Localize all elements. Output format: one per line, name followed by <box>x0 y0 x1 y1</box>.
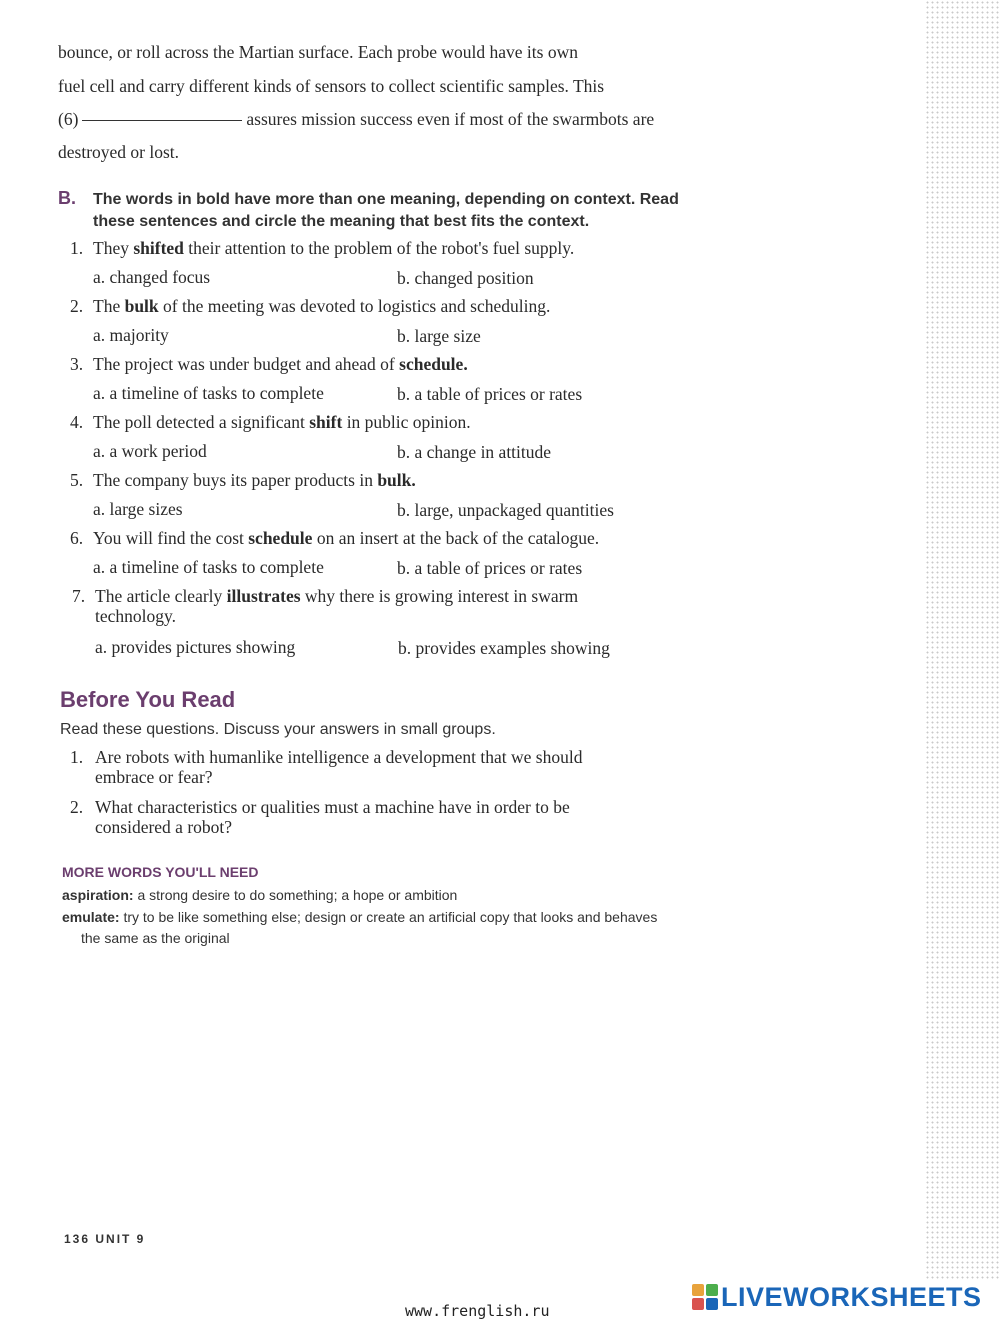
option-a[interactable]: a. large sizes <box>93 499 183 519</box>
item-sentence: The poll detected a significant shift in public opinion. <box>93 412 471 432</box>
blank-number: (6) <box>58 109 79 129</box>
fill-in-blank-6[interactable] <box>82 120 242 121</box>
section-b-instruction-1: The words in bold have more than one meaning, depending on context. Read <box>93 191 679 208</box>
dotted-margin <box>925 0 1000 1280</box>
question-number: 2. <box>70 797 84 817</box>
definition-aspiration: aspiration: a strong desire to do something; a hope or ambition <box>62 887 458 903</box>
option-b[interactable]: b. changed position <box>397 268 534 288</box>
liveworksheets-logo[interactable] <box>692 1282 982 1312</box>
option-a[interactable]: a. a timeline of tasks to complete <box>93 557 324 577</box>
item-sentence: The article clearly illustrates why there is growing interest in swarm <box>95 586 579 606</box>
definition-emulate: emulate: try to be like something else; design or create an artificial copy that looks and behaves <box>62 909 658 925</box>
option-b[interactable]: b. a table of prices or rates <box>397 558 583 578</box>
paragraph-line-3-rest: assures mission success even if most of the swarmbots are <box>246 109 655 129</box>
section-b-letter: B. <box>58 188 76 208</box>
definition-emulate-continued: the same as the original <box>81 930 230 946</box>
item-number: 1. <box>70 238 84 258</box>
question-text-continued: considered a robot? <box>95 817 233 837</box>
item-sentence: You will find the cost schedule on an insert at the back of the catalogue. <box>93 528 600 548</box>
option-b[interactable]: b. a change in attitude <box>397 442 552 462</box>
site-url[interactable]: www.frenglish.ru <box>405 1302 550 1320</box>
question-text: Are robots with humanlike intelligence a development that we should <box>95 747 583 767</box>
section-b-instruction-2: these sentences and circle the meaning that best fits the context. <box>93 213 590 230</box>
liveworksheets-logo-text: LIVEWORKSHEETS <box>721 1281 982 1312</box>
item-sentence-continued: technology. <box>95 606 176 626</box>
item-sentence: The project was under budget and ahead of schedule. <box>93 354 468 374</box>
paragraph-line-2: fuel cell and carry different kinds of sensors to collect scientific samples. This <box>58 76 605 96</box>
option-a[interactable]: a. majority <box>93 325 169 345</box>
option-a[interactable]: a. changed focus <box>93 267 211 287</box>
option-a[interactable]: a. provides pictures showing <box>95 637 296 657</box>
liveworksheets-logo-icon <box>692 1284 718 1310</box>
before-you-read-heading: Before You Read <box>60 687 236 712</box>
item-number: 2. <box>70 296 84 316</box>
option-a[interactable]: a. a work period <box>93 441 207 461</box>
option-b[interactable]: b. large, unpackaged quantities <box>397 500 614 520</box>
paragraph-line-3 <box>58 109 654 130</box>
paragraph-line-4: destroyed or lost. <box>58 142 180 162</box>
question-text-continued: embrace or fear? <box>95 767 213 787</box>
question-text: What characteristics or qualities must a machine have in order to be <box>95 797 570 817</box>
option-b[interactable]: b. a table of prices or rates <box>397 384 583 404</box>
more-words-title: MORE WORDS YOU'LL NEED <box>62 864 259 880</box>
question-number: 1. <box>70 747 84 767</box>
paragraph-line-1: bounce, or roll across the Martian surface. Each probe would have its own <box>58 42 578 62</box>
before-you-read-instruction: Read these questions. Discuss your answers in small groups. <box>60 721 496 738</box>
item-number: 4. <box>70 412 84 432</box>
item-sentence: They shifted their attention to the problem of the robot's fuel supply. <box>93 238 575 258</box>
option-b[interactable]: b. provides examples showing <box>398 638 610 658</box>
item-number: 5. <box>70 470 84 490</box>
option-b[interactable]: b. large size <box>397 326 481 346</box>
item-sentence: The company buys its paper products in bulk. <box>93 470 416 490</box>
item-number: 7. <box>72 586 86 606</box>
page-footer: 136 UNIT 9 <box>64 1232 146 1246</box>
item-sentence: The bulk of the meeting was devoted to logistics and scheduling. <box>93 296 551 316</box>
item-number: 6. <box>70 528 84 548</box>
option-a[interactable]: a. a timeline of tasks to complete <box>93 383 324 403</box>
item-number: 3. <box>70 354 84 374</box>
